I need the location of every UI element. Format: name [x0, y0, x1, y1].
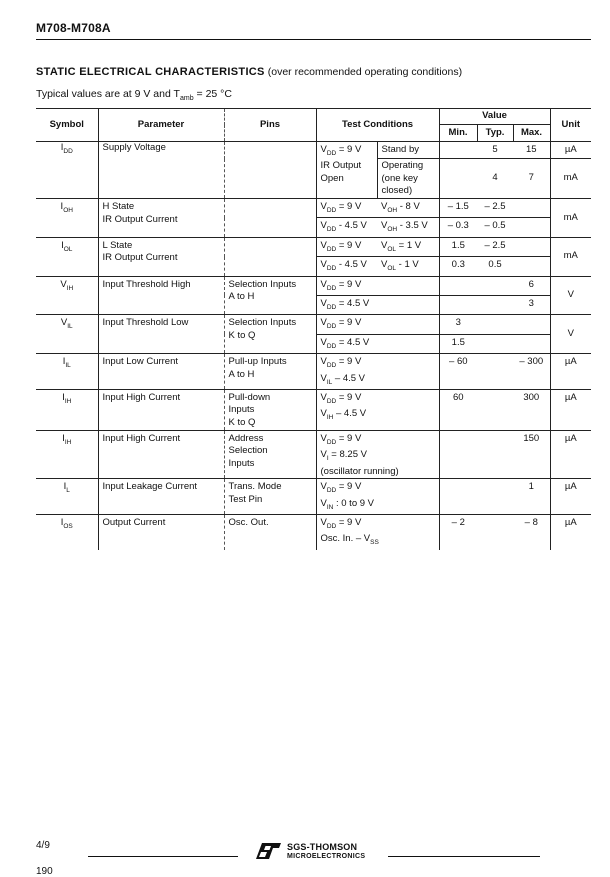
- static-characteristics-table: [36, 108, 591, 550]
- min-cell: 1.5: [439, 334, 477, 353]
- max-cell: – 300: [513, 354, 550, 390]
- condition-cell: $V_{DD} = 4.5$ V: [316, 334, 439, 353]
- condition-cell: $V_{OH} - 8$ V: [377, 199, 439, 218]
- unit-cell: µA: [550, 354, 591, 390]
- unit-cell: µA: [550, 479, 591, 515]
- unit-cell: µA: [550, 389, 591, 430]
- condition-cell: $V_{DD} = 9$ V: [316, 237, 377, 256]
- min-cell: 1.5: [439, 237, 477, 256]
- print-page-number: 190: [36, 866, 53, 877]
- unit-cell: mA: [550, 237, 591, 276]
- header-value: Value: [439, 109, 550, 125]
- max-cell: 15: [513, 142, 550, 159]
- footer-rule-right: [388, 856, 540, 857]
- typ-cell: 5: [477, 142, 513, 159]
- typ-cell: 4: [477, 159, 513, 199]
- symbol-cell: $I_{OL}$: [36, 237, 98, 276]
- header-test-conditions: Test Conditions: [316, 109, 439, 142]
- condition-cell: $V_{OL} = 1$ V: [377, 237, 439, 256]
- typ-cell: [477, 354, 513, 390]
- condition-cell: $V_{OH} - 3.5$ V: [377, 218, 439, 237]
- condition-cell: Stand by: [377, 142, 439, 159]
- max-cell: 150: [513, 430, 550, 478]
- symbol-cell: $I_{IH}$: [36, 430, 98, 478]
- table-row: [36, 430, 591, 478]
- table-row: [36, 514, 591, 549]
- typ-cell: [477, 276, 513, 295]
- condition-cell: $V_{DD} = 9$ V: [316, 315, 439, 334]
- symbol-cell: $I_{DD}$: [36, 142, 98, 199]
- max-cell: 6: [513, 276, 550, 295]
- typ-cell: [477, 315, 513, 334]
- pins-cell: Osc. Out.: [224, 514, 316, 549]
- min-cell: – 0.3: [439, 218, 477, 237]
- max-cell: [513, 315, 550, 334]
- max-cell: – 8: [524, 516, 538, 528]
- parameter-cell: L State IR Output Current: [98, 237, 224, 276]
- min-cell: 0.3: [439, 257, 477, 276]
- pins-cell: [224, 237, 316, 276]
- max-cell: [513, 334, 550, 353]
- condition-cell: $V_{DD} = 9$ V IR Output Open: [316, 142, 377, 199]
- pins-cell: Pull-down Inputs K to Q: [224, 389, 316, 430]
- max-cell: 3: [513, 295, 550, 314]
- typ-cell: [477, 334, 513, 353]
- condition-cell: $V_{DD} - 4.5$ V: [316, 218, 377, 237]
- pins-cell: Trans. Mode Test Pin: [224, 479, 316, 515]
- table-row: [36, 199, 591, 218]
- condition-cell: $V_{DD} = 9$ V $V_{IH} - 4.5$ V: [316, 389, 439, 430]
- typ-cell: 0.5: [477, 257, 513, 276]
- pins-cell: [224, 142, 316, 199]
- unit-cell: µA: [550, 142, 591, 159]
- parameter-cell: Output Current: [98, 514, 224, 549]
- brand-name: SGS-THOMSON: [287, 842, 358, 852]
- section-title: [36, 66, 462, 78]
- symbol-cell: $V_{IL}$: [36, 315, 98, 354]
- header-unit: Unit: [550, 109, 591, 142]
- unit-cell: µA: [550, 430, 591, 478]
- condition-cell: $V_{DD} = 9$ V: [316, 199, 377, 218]
- table-row: [36, 276, 591, 295]
- condition-cell: $V_{DD} = 9$ V $V_I = 8.25$ V (oscillator running): [316, 430, 439, 478]
- max-cell: 300: [513, 389, 550, 430]
- condition-cell: $V_{DD} - 4.5$ V: [316, 257, 377, 276]
- max-cell: [513, 199, 550, 218]
- header-max: Max.: [513, 125, 550, 142]
- section-conditions: (over recommended operating conditions): [267, 66, 463, 78]
- pins-cell: Selection Inputs K to Q: [224, 315, 316, 354]
- max-cell: 7: [513, 159, 550, 199]
- table-row: [36, 315, 591, 334]
- header-pins: Pins: [224, 109, 316, 142]
- min-cell: [439, 479, 477, 515]
- page-number: 4/9: [36, 840, 50, 851]
- header-parameter: Parameter: [98, 109, 224, 142]
- header-min: Min.: [439, 125, 477, 142]
- symbol-cell: $I_{IH}$: [36, 389, 98, 430]
- unit-cell: V: [550, 276, 591, 315]
- condition-cell: $V_{DD} = 4.5$ V: [316, 295, 439, 314]
- condition-cell: $V_{DD} = 9$ V $V_{IN}$ : 0 to 9 V: [316, 479, 439, 515]
- max-cell: [513, 237, 550, 256]
- unit-cell: µA: [550, 514, 591, 549]
- min-cell: – 1.5: [439, 199, 477, 218]
- pins-cell: [224, 199, 316, 238]
- table-row: [36, 354, 591, 390]
- parameter-cell: Input High Current: [98, 389, 224, 430]
- typical-sub: amb: [179, 95, 194, 103]
- unit-cell: V: [550, 315, 591, 354]
- pins-cell: Selection Inputs A to H: [224, 276, 316, 315]
- max-cell: [513, 218, 550, 237]
- brand-subtitle: MICROELECTRONICS: [287, 853, 366, 860]
- typical-prefix: Typical values are at 9 V and T: [36, 88, 180, 100]
- parameter-cell: Input Low Current: [98, 354, 224, 390]
- symbol-cell: $I_{OS}$: [60, 516, 73, 530]
- max-cell: 1: [513, 479, 550, 515]
- min-cell: [439, 142, 477, 159]
- pins-cell: Pull-up Inputs A to H: [224, 354, 316, 390]
- min-cell: [439, 276, 477, 295]
- st-logo-icon: [254, 841, 282, 861]
- header-rule: [36, 39, 591, 40]
- parameter-cell: Input Leakage Current: [98, 479, 224, 515]
- symbol-cell: $I_{OH}$: [36, 199, 98, 238]
- condition-cell: $V_{OL} - 1$ V: [377, 257, 439, 276]
- typical-values-note: [36, 88, 232, 102]
- footer-rule-left: [88, 856, 238, 857]
- symbol-cell: $I_L$: [36, 479, 98, 515]
- min-cell: – 2: [439, 514, 477, 549]
- typ-cell: [477, 389, 513, 430]
- typ-cell: [477, 295, 513, 314]
- table-row: [36, 237, 591, 256]
- typ-cell: – 2.5: [477, 199, 513, 218]
- parameter-cell: Input Threshold High: [98, 276, 224, 315]
- typ-cell: [477, 430, 513, 478]
- min-cell: 60: [439, 389, 477, 430]
- document-title: M708-M708A: [36, 21, 111, 35]
- condition-cell: $V_{DD} = 9$ V $V_{IL} - 4.5$ V: [316, 354, 439, 390]
- table-row: [36, 142, 591, 159]
- max-cell: [513, 257, 550, 276]
- typ-cell: – 2.5: [477, 237, 513, 256]
- typ-cell: [477, 514, 513, 549]
- condition-cell: Operating (one key closed): [377, 159, 439, 199]
- parameter-cell: H State IR Output Current: [98, 199, 224, 238]
- header-typ: Typ.: [477, 125, 513, 142]
- header-symbol: Symbol: [36, 109, 98, 142]
- parameter-cell: Input Threshold Low: [98, 315, 224, 354]
- pins-cell: Address Selection Inputs: [224, 430, 316, 478]
- symbol-cell: $V_{IH}$: [36, 276, 98, 315]
- min-cell: [439, 159, 477, 199]
- parameter-cell: Input High Current: [98, 430, 224, 478]
- table-row: [36, 389, 591, 430]
- min-cell: [439, 430, 477, 478]
- unit-cell: mA: [550, 159, 591, 199]
- condition-cell: $V_{DD} = 9$ V Osc. In. – $V_{SS}$: [316, 514, 439, 549]
- min-cell: – 60: [439, 354, 477, 390]
- typ-cell: [477, 479, 513, 515]
- unit-cell: mA: [550, 199, 591, 238]
- table-row: [36, 479, 591, 515]
- symbol-cell: $I_{IL}$: [36, 354, 98, 390]
- condition-cell: $V_{DD} = 9$ V: [316, 276, 439, 295]
- min-cell: [439, 295, 477, 314]
- min-cell: 3: [439, 315, 477, 334]
- typ-cell: – 0.5: [477, 218, 513, 237]
- section-heading: STATIC ELECTRICAL CHARACTERISTICS: [36, 66, 265, 78]
- parameter-cell: Supply Voltage: [98, 142, 224, 199]
- typical-suffix: = 25 °C: [193, 88, 232, 100]
